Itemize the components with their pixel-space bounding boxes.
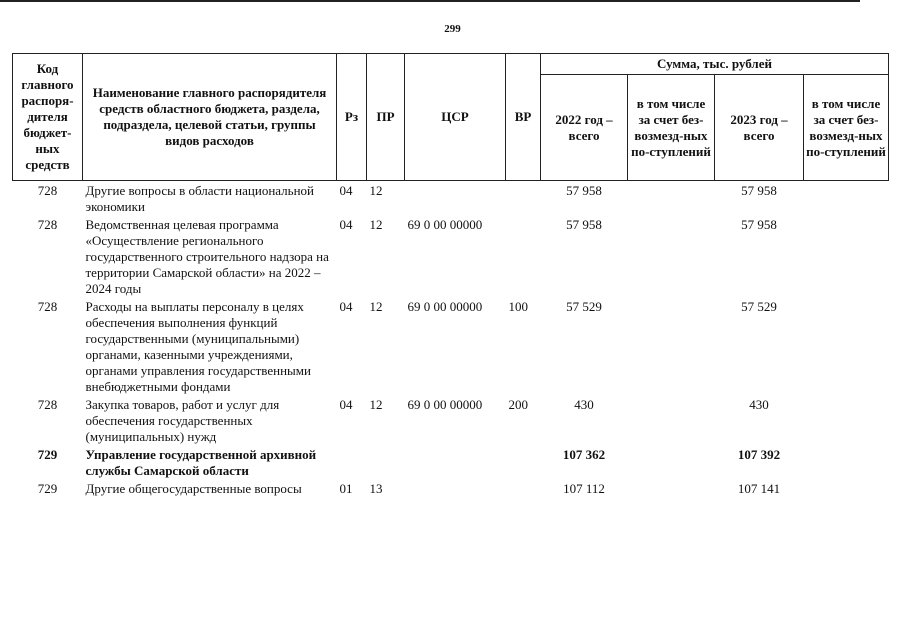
table-row — [13, 395, 889, 445]
cell-pr: 13 — [369, 481, 383, 496]
table-row — [13, 479, 889, 497]
cell-2022-total: 107 362 — [562, 447, 606, 462]
cell-rz: 01 — [339, 481, 353, 496]
cell-kod: 728 — [37, 299, 58, 314]
cell-vr — [506, 479, 541, 497]
cell-kod: 728 — [37, 217, 58, 232]
table-row — [13, 297, 889, 395]
header-2022-free: в том числе за счет без-возмезд-ных по-ступлений — [628, 75, 715, 181]
cell-2022-free — [628, 181, 715, 216]
cell-2023-free — [804, 479, 889, 497]
cell-vr: 200 — [508, 397, 528, 412]
cell-kod: 729 — [37, 447, 58, 462]
top-rule — [0, 0, 860, 2]
cell-2022-free — [628, 297, 715, 395]
table-body — [13, 181, 889, 498]
header-sum: Сумма, тыс. рублей — [541, 54, 889, 75]
header-2022-total: 2022 год – всего — [541, 75, 628, 181]
cell-rz: 04 — [339, 183, 353, 198]
cell-2022-total: 107 112 — [563, 481, 605, 496]
cell-kod: 729 — [37, 481, 58, 496]
cell-pr — [367, 445, 405, 479]
cell-2023-total: 107 392 — [737, 447, 781, 462]
cell-2023-total: 57 958 — [741, 217, 777, 232]
cell-rz: 04 — [339, 397, 353, 412]
cell-name: Ведомственная целевая программа «Осуществление регионального государственного строительного надзора на территории Самарской области» на 2022 – 2024 годы — [85, 217, 329, 296]
header-2023-free: в том числе за счет без-возмезд-ных по-ступлений — [804, 75, 889, 181]
header-2023-total: 2023 год – всего — [715, 75, 804, 181]
cell-rz — [337, 445, 367, 479]
table-row — [13, 215, 889, 297]
cell-pr: 12 — [369, 217, 383, 232]
cell-2023-free — [804, 181, 889, 216]
cell-kod: 728 — [37, 397, 58, 412]
cell-2022-free — [628, 445, 715, 479]
cell-vr — [506, 445, 541, 479]
header-vr: ВР — [506, 54, 541, 181]
cell-vr — [506, 215, 541, 297]
cell-2022-free — [628, 395, 715, 445]
cell-name: Другие вопросы в области национальной экономики — [85, 183, 314, 214]
header-name: Наименование главного распорядителя средств областного бюджета, раздела, подраздела, целевой статьи, группы видов расходов — [83, 54, 337, 181]
cell-2022-total: 57 529 — [566, 299, 602, 314]
page-number: 299 — [444, 23, 461, 35]
table-row — [13, 445, 889, 479]
cell-csr — [405, 445, 506, 479]
cell-vr — [506, 181, 541, 216]
cell-csr: 69 0 00 00000 — [407, 217, 483, 232]
cell-2023-free — [804, 215, 889, 297]
cell-rz: 04 — [339, 217, 353, 232]
cell-2023-free — [804, 395, 889, 445]
table-row — [13, 181, 889, 216]
cell-2023-free — [804, 445, 889, 479]
cell-2023-total: 430 — [749, 397, 769, 412]
cell-name: Другие общегосударственные вопросы — [85, 481, 302, 496]
cell-2022-total: 57 958 — [566, 183, 602, 198]
cell-name: Закупка товаров, работ и услуг для обеспечения государственных (муниципальных) нужд — [85, 397, 280, 444]
cell-2022-free — [628, 215, 715, 297]
cell-csr — [405, 181, 506, 216]
table-header — [13, 54, 889, 181]
cell-kod: 728 — [37, 183, 58, 198]
cell-name: Управление государственной архивной службы Самарской области — [85, 447, 317, 478]
cell-2022-total: 57 958 — [566, 217, 602, 232]
cell-csr — [405, 479, 506, 497]
cell-2023-total: 107 141 — [737, 481, 781, 496]
cell-2022-total: 430 — [574, 397, 594, 412]
header-csr: ЦСР — [405, 54, 506, 181]
cell-2022-free — [628, 479, 715, 497]
cell-pr: 12 — [369, 183, 383, 198]
cell-rz: 04 — [339, 299, 353, 314]
cell-2023-total: 57 529 — [741, 299, 777, 314]
cell-csr: 69 0 00 00000 — [407, 299, 483, 314]
cell-2023-total: 57 958 — [741, 183, 777, 198]
cell-pr: 12 — [369, 397, 383, 412]
cell-pr: 12 — [369, 299, 383, 314]
header-rz: Рз — [337, 54, 367, 181]
cell-2023-free — [804, 297, 889, 395]
cell-name: Расходы на выплаты персоналу в целях обеспечения выполнения функций государственными (муниципальными) органами, казенными учреждениями, органами управления государственными внебюджетными фондами — [85, 299, 311, 394]
cell-vr: 100 — [508, 299, 528, 314]
budget-table — [12, 53, 889, 497]
header-pr: ПР — [367, 54, 405, 181]
header-kod: Код главного распоря-дителя бюджет-ных средств — [13, 54, 83, 181]
cell-csr: 69 0 00 00000 — [407, 397, 483, 412]
